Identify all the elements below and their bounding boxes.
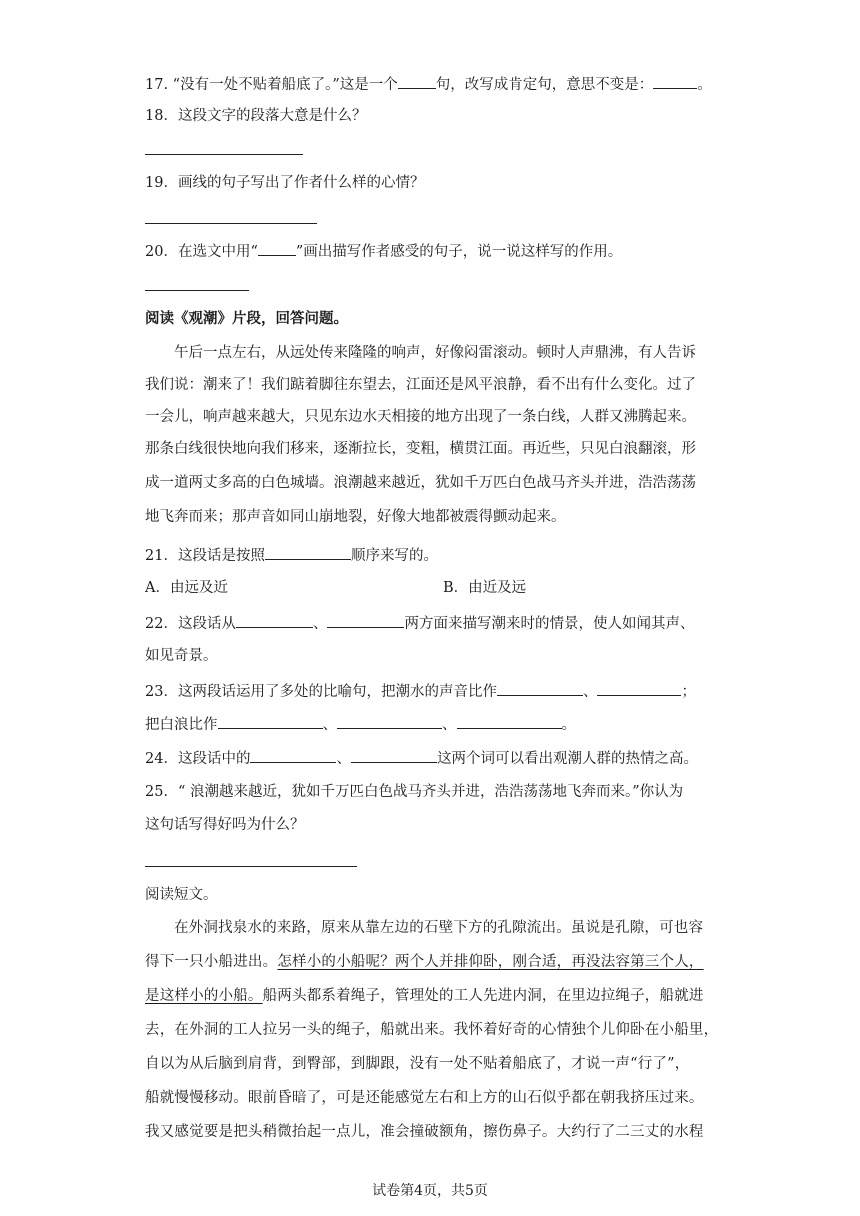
q21-text-1: 21．这段话是按照 (145, 548, 265, 564)
q21-option-b[interactable]: B．由近及远 (443, 580, 527, 596)
passage2-line-2a: 得下一只小船进出。 (145, 954, 278, 970)
passage1-line-6: 地飞奔而来；那声音如同山崩地裂，好像大地都被震得颤动起来。 (145, 509, 566, 525)
q17-blank-2[interactable] (653, 74, 697, 89)
q21-options (145, 578, 715, 598)
passage2-underlined-sentence-1: 怎样小的小船呢？两个人并排仰卧，刚合适，再没法容第三个人， (277, 954, 704, 970)
q19-answer-line[interactable] (145, 223, 317, 224)
q17-text-3: 。 (697, 77, 712, 93)
q24-blank-2[interactable] (351, 748, 437, 763)
q22-blank-1[interactable] (236, 613, 313, 628)
q22-text-2: 两方面来描写潮来时的情景，使人如闻其声、 (404, 616, 695, 632)
passage2-line-6: 船就慢慢移动。眼前昏暗了，可是还能感觉左右和上方的山石似乎都在朝我挤压过来。 (145, 1090, 704, 1106)
q24-sep: 、 (336, 751, 351, 767)
q22-line-2: 如见奇景。 (145, 648, 218, 664)
passage1-line-2: 我们说：潮来了！我们踮着脚往东望去，江面还是风平浪静，看不出有什么变化。过了 (145, 377, 696, 393)
q23-sep-1: 、 (582, 684, 598, 700)
q23-sep-3: 、 (442, 717, 457, 733)
q23-sep-2: 、 (322, 717, 337, 733)
q23-line-2 (145, 714, 715, 735)
question-24 (145, 748, 715, 769)
question-22 (145, 613, 715, 634)
passage1-line-4: 那条白线很快地向我们移来，逐渐拉长，变粗，横贯江面。再近些，只见白浪翻滚，形 (145, 441, 696, 457)
q20-text-2: ”画出描写作者感受的句子，说一说这样写的作用。 (295, 244, 623, 260)
q23-blank-5[interactable] (457, 714, 562, 729)
passage2-line-5: 自以为从后脑到肩背，到臀部，到脚跟，没有一处不贴着船底了，才说一声“行了”， (145, 1056, 690, 1072)
q22-sep: 、 (312, 616, 328, 632)
q23-end-1: ； (681, 684, 696, 700)
q17-text-2: 句，改写成肯定句，意思不变是： (435, 77, 654, 93)
page-footer: 试卷第4页，共5页 (372, 1183, 488, 1199)
question-19: 19．画线的句子写出了作者什么样的心情？ (145, 175, 425, 191)
passage2-underlined-sentence-2: 是这样小的小船。 (145, 988, 263, 1004)
question-23 (145, 681, 715, 702)
q17-blank-1[interactable] (398, 74, 436, 89)
section-title-guanchao: 阅读《观潮》片段，回答问题。 (145, 310, 348, 327)
passage2-line-7: 我又感觉要是把头稍微抬起一点儿，准会撞破额角，擦伤鼻子。大约行了二三丈的水程 (145, 1124, 704, 1140)
passage2-line-3b: 船两头都系着绳子，管理处的工人先进内洞，在里边拉绳子，船就进 (262, 988, 704, 1004)
q23-blank-3[interactable] (218, 714, 323, 729)
q25-answer-line[interactable] (145, 866, 357, 867)
question-25: 25．“ 浪潮越来越近，犹如千万匹白色战马齐头并进，浩浩荡荡地飞奔而来。”你认为 (145, 784, 684, 800)
q23-end-2: 。 (561, 717, 576, 733)
question-21 (145, 545, 715, 566)
q23-blank-4[interactable] (337, 714, 442, 729)
passage1-line-5: 成一道两丈多高的白色城墙。浪潮越来越近，犹如千万匹白色战马齐头并进，浩浩荡荡 (145, 475, 696, 491)
q24-text-1: 24．这段话中的 (145, 751, 251, 767)
q20-answer-line[interactable] (145, 290, 249, 291)
q24-text-2: 这两个词可以看出观潮人群的热情之高。 (436, 751, 698, 767)
q22-text-1: 22．这段话从 (145, 616, 236, 632)
q23-text-1: 23．这两段话运用了多处的比喻句，把潮水的声音比作 (145, 684, 497, 700)
q23-text-2: 把白浪比作 (145, 717, 218, 733)
passage2-line-2 (145, 952, 715, 972)
question-18: 18．这段文字的段落大意是什么？ (145, 108, 367, 124)
q23-blank-2[interactable] (597, 681, 681, 696)
q21-blank[interactable] (265, 545, 351, 560)
passage2-line-3 (145, 986, 715, 1006)
passage2-line-1: 在外洞找泉水的来路，原来从靠左边的石壁下方的孔隙流出。虽说是孔隙，可也容 (174, 920, 704, 936)
passage1-line-3: 一会儿，响声越来越大，只见东边水天相接的地方出现了一条白线，人群又沸腾起来。 (145, 409, 696, 425)
q21-option-a[interactable]: A．由远及近 (145, 580, 228, 596)
q17-text-1: 17. “没有一处不贴着船底了。”这是一个 (145, 77, 398, 93)
q18-answer-line[interactable] (145, 154, 303, 155)
passage2-line-4: 去，在外洞的工人拉另一头的绳子，船就出来。我怀着好奇的心情独个儿仰卧在小船里， (145, 1022, 719, 1038)
q21-text-2: 顺序来写的。 (350, 548, 438, 564)
passage1-line-1: 午后一点左右，从远处传来隆隆的响声，好像闷雷滚动。顿时人声鼎沸，有人告诉 (174, 345, 696, 361)
q20-text-1: 20．在选文中用“ (145, 244, 258, 260)
q24-blank-1[interactable] (250, 748, 336, 763)
question-17 (145, 74, 715, 95)
q22-blank-2[interactable] (327, 613, 404, 628)
q20-blank (258, 241, 296, 256)
section-title-short-text: 阅读短文。 (145, 887, 218, 903)
q25-line-2: 这句话写得好吗为什么？ (145, 817, 305, 833)
q23-blank-1[interactable] (497, 681, 583, 696)
question-20 (145, 241, 715, 262)
